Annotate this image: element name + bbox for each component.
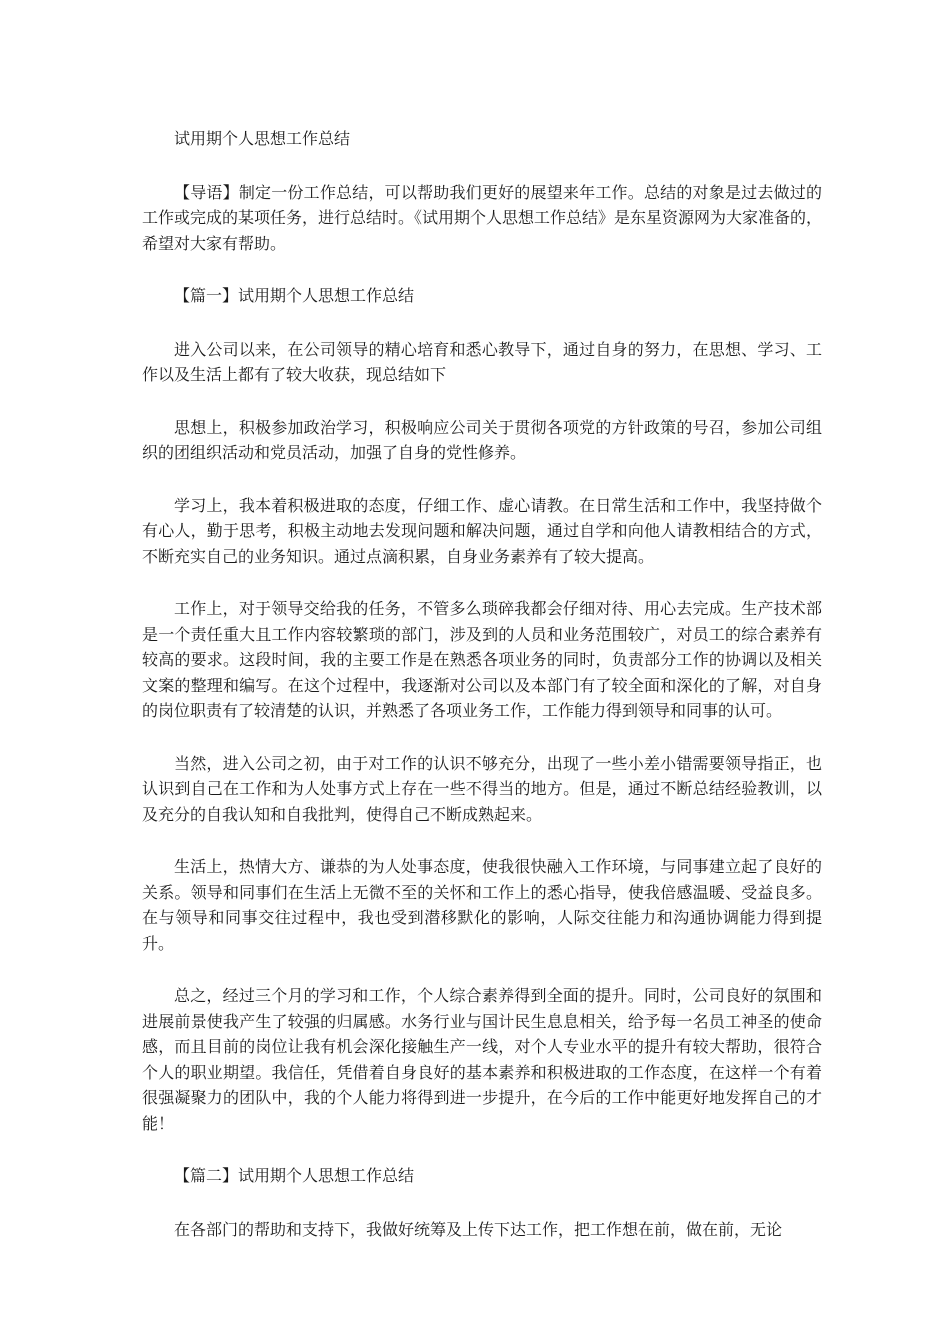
section-heading-2: 【篇二】试用期个人思想工作总结 [174,1166,415,1185]
document-body [142,126,822,1269]
section-heading-1: 【篇一】试用期个人思想工作总结 [174,286,415,305]
document-title: 试用期个人思想工作总结 [174,129,351,148]
body-paragraph: 当然，进入公司之初，由于对工作的认识不够充分，出现了一些小差小错需要领导指正，也认识到自己在工作和为人处事方式上存在一些不得当的地方。但是，通过不断总结经验教训，以及充分的自我认知和自我批判，使得自己不断成熟起来。 [142,753,822,824]
intro-paragraph: 【导语】制定一份工作总结，可以帮助我们更好的展望来年工作。总结的对象是过去做过的工作或完成的某项任务，进行总结时。《试用期个人思想工作总结》是东星资源网为大家准备的，希望对大家有帮助。 [142,182,823,253]
body-paragraph: 工作上，对于领导交给我的任务，不管多么琐碎我都会仔细对待、用心去完成。生产技术部是一个责任重大且工作内容较繁琐的部门，涉及到的人员和业务范围较广，对员工的综合素养有较高的要求。这段时间，我的主要工作是在熟悉各项业务的同时，负责部分工作的协调以及相关文案的整理和编写。在这个过程中，我逐渐对公司以及本部门有了较全面和深化的了解，对自身的岗位职责有了较清楚的认识，并熟悉了各项业务工作，工作能力得到领导和同事的认可。 [142,599,822,720]
body-paragraph: 学习上，我本着积极进取的态度，仔细工作、虚心请教。在日常生活和工作中，我坚持做个有心人，勤于思考，积极主动地去发现问题和解决问题，通过自学和向他人请教相结合的方式，不断充实自己的业务知识。通过点滴积累，自身业务素养有了较大提高。 [142,495,822,566]
body-paragraph: 生活上，热情大方、谦恭的为人处事态度，使我很快融入工作环境，与同事建立起了良好的关系。领导和同事们在生活上无微不至的关怀和工作上的悉心指导，使我倍感温暖、受益良多。在与领导和同事交往过程中，我也受到潜移默化的影响，人际交往能力和沟通协调能力得到提升。 [142,857,822,953]
body-paragraph: 在各部门的帮助和支持下，我做好统筹及上传下达工作，把工作想在前，做在前，无论 [174,1219,783,1239]
body-paragraph: 总之，经过三个月的学习和工作，个人综合素养得到全面的提升。同时，公司良好的氛围和进展前景使我产生了较强的归属感。水务行业与国计民生息息相关，给予每一名员工神圣的使命感，而且目前的岗位让我有机会深化接触生产一线，对个人专业水平的提升有较大帮助，很符合个人的职业期望。我信任，凭借着自身良好的基本素养和积极进取的工作态度，在这样一个有着很强凝聚力的团队中，我的个人能力将得到进一步提升，在今后的工作中能更好地发挥自己的才能！ [142,986,822,1133]
body-paragraph: 思想上，积极参加政治学习，积极响应公司关于贯彻各项党的方针政策的号召，参加公司组织的团组织活动和党员活动，加强了自身的党性修养。 [142,417,822,462]
body-paragraph: 进入公司以来，在公司领导的精心培育和悉心教导下，通过自身的努力，在思想、学习、工作以及生活上都有了较大收获，现总结如下 [142,339,822,384]
